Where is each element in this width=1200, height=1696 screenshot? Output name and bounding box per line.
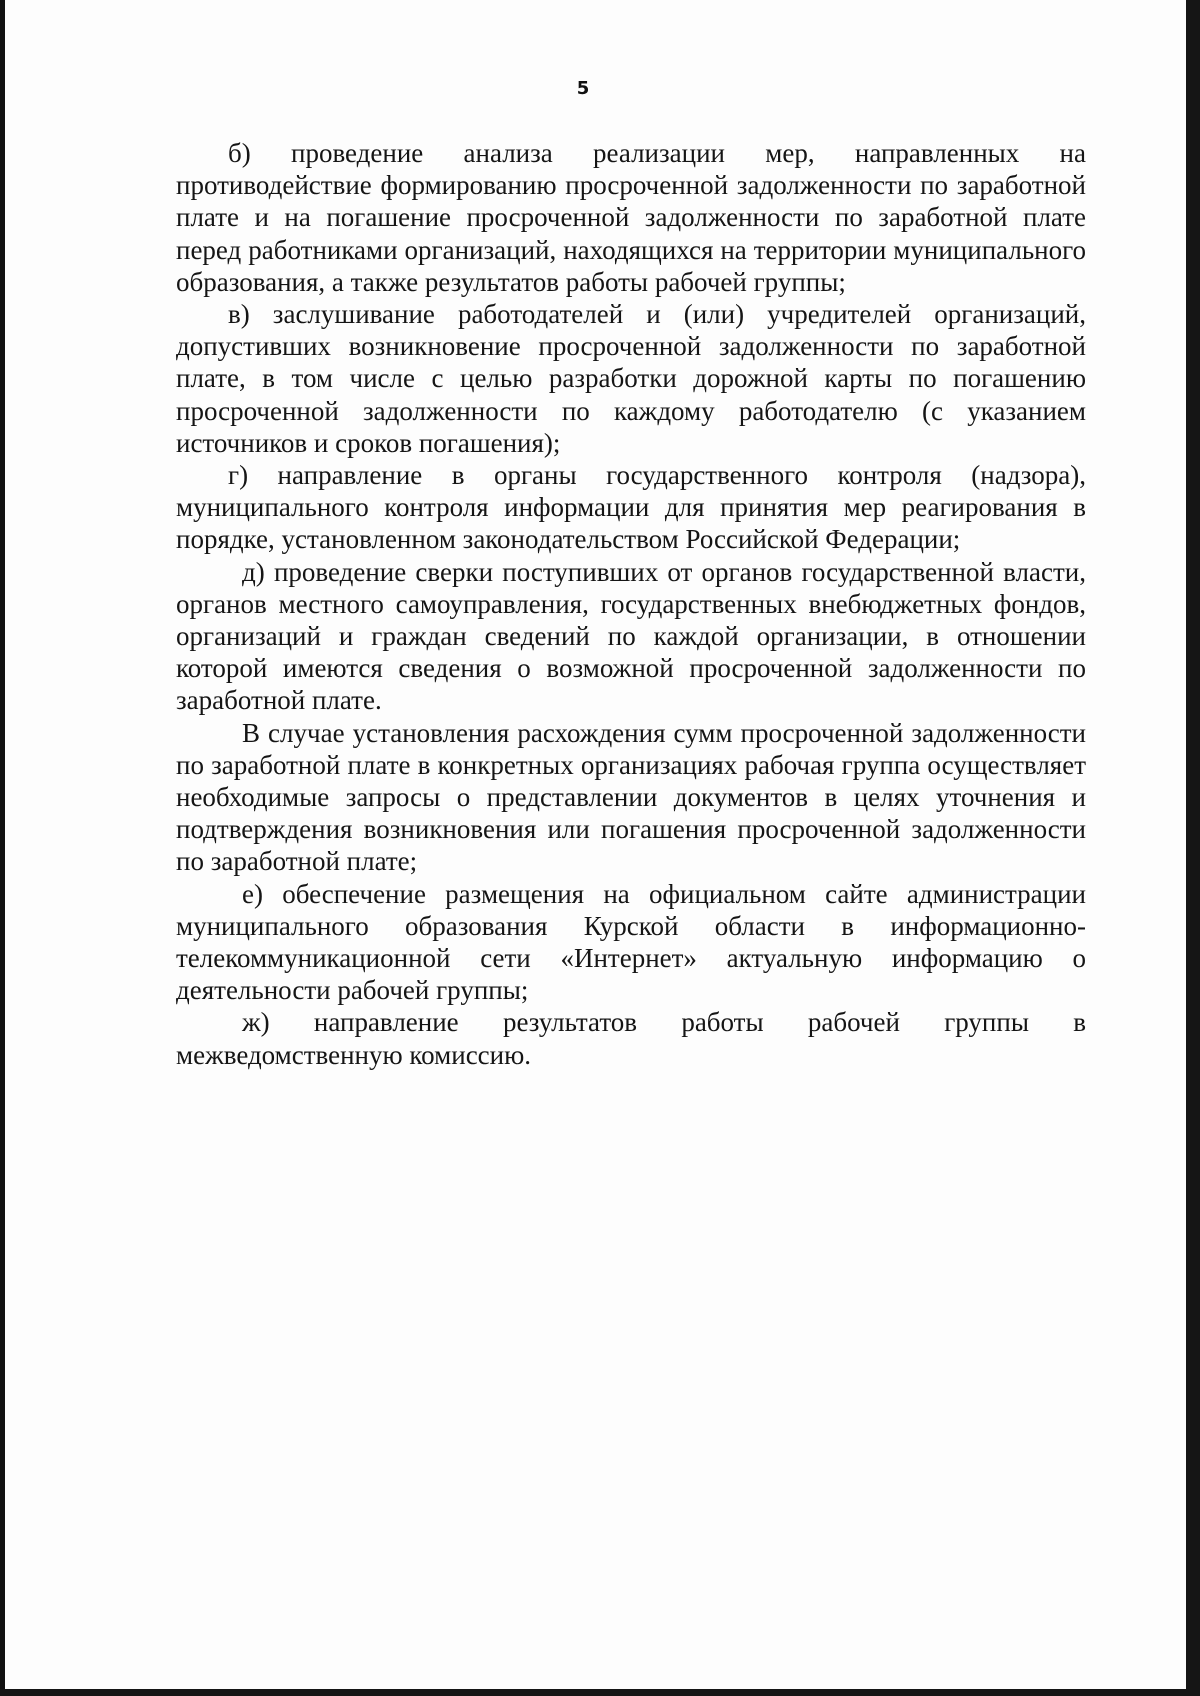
paragraph-e: е) обеспечение размещения на официальном сайте администрации муниципального образования Курской области в информационно-телекоммуникационной сети «Интернет» актуальную информацию о деятельности рабочей группы;	[176, 878, 1086, 1006]
scan-bottom-border	[0, 1689, 1200, 1696]
paragraph-d: д) проведение сверки поступивших от органов государственной власти, органов местного самоуправления, государственных внебюджетных фондов, организаций и граждан сведений по каждой организации, в отношении которой имеются сведения о возможной просроченной задолженности по заработной плате.	[176, 556, 1086, 716]
document-body	[176, 137, 1086, 1071]
paragraph-v: в) заслушивание работодателей и (или) учредителей организаций, допустивших возникновение просроченной задолженности по заработной плате, в том числе с целью разработки дорожной карты по погашению просроченной задолженности по каждому работодателю (с указанием источников и сроков погашения);	[176, 299, 1086, 458]
scan-right-border	[1186, 0, 1200, 1696]
page-number: 5	[576, 78, 590, 99]
paragraph-b: б) проведение анализа реализации мер, направленных на противодействие формированию просроченной задолженности по заработной плате и на погашение просроченной задолженности по заработной плате перед работниками организаций, находящихся на территории муниципального образования, а также результатов работы рабочей группы;	[176, 138, 1086, 297]
paragraph-g: г) направление в органы государственного контроля (надзора), муниципального контроля информации для принятия мер реагирования в порядке, установленном законодательством Российской Федерации;	[176, 460, 1086, 555]
scan-left-border	[0, 0, 5, 1696]
paragraph-discrepancy: В случае установления расхождения сумм просроченной задолженности по заработной плате в конкретных организациях рабочая группа осуществляет необходимые запросы о представлении документов в целях уточнения и подтверждения возникновения или погашения просроченной задолженности по заработной плате;	[176, 717, 1086, 877]
paragraph-zh: ж) направление результатов работы рабочей группы в межведомственную комиссию.	[176, 1007, 1086, 1070]
